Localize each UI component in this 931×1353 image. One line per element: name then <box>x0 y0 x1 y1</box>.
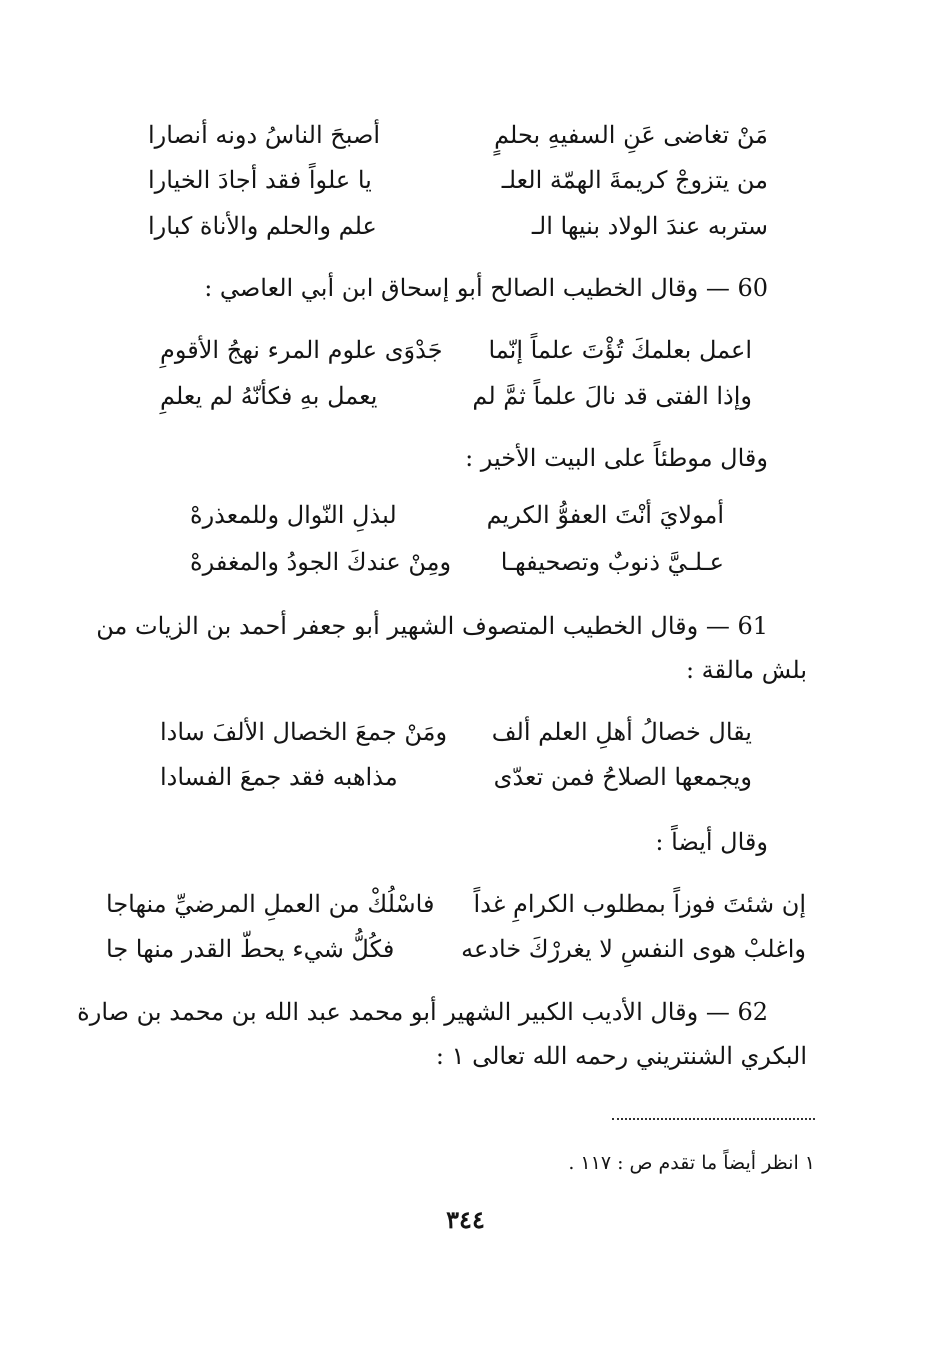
verse-first-hemistich: واغلبْ هوى النفسِ لا يغررْكَ خادعه <box>461 935 806 963</box>
section-intro-60: 60 — وقال الخطيب الصالح أبو إسحاق ابن أبي العاصي : <box>204 274 768 302</box>
verse-second-hemistich: أصبحَ الناسُ دونه أنصارا <box>148 121 381 149</box>
footnote: ١ انظر أيضاً ما تقدم ص : ١١٧ . <box>568 1152 815 1174</box>
verse <box>160 376 752 416</box>
verse-second-hemistich: ومِنْ عندكَ الجودُ والمغفرهْ <box>190 548 452 576</box>
verse <box>148 160 768 200</box>
verse <box>160 757 752 797</box>
verse-first-hemistich: ستربه عندَ الولاد بنيها الـ <box>531 212 768 240</box>
verse-second-hemistich: مذاهبه فقد جمعَ الفسادا <box>160 763 398 791</box>
verse-first-hemistich: عـلـيَّ ذنوبٌ وتصحيفهـا <box>500 548 724 576</box>
verse <box>190 542 724 582</box>
verse-second-hemistich: يعمل بهِ فكأنّهُ لم يعلمِ <box>160 382 378 410</box>
verse-second-hemistich: فاسْلُكْ من العملِ المرضيِّ منهاجا <box>106 890 435 918</box>
verse <box>160 712 752 752</box>
verse-first-hemistich: أمولايَ أنْتَ العفوُّ الكريم <box>486 501 724 529</box>
verse-first-hemistich: ويجمعها الصلاحُ فمن تعدّى <box>493 763 752 791</box>
verse <box>160 330 752 370</box>
verse-second-hemistich: جَدْوَى علوم المرء نهجُ الأقومِ <box>160 336 443 364</box>
verse-first-hemistich: من يتزوجْ كريمةَ الهمّة العلـ <box>501 166 768 194</box>
footnote-separator <box>612 1118 815 1120</box>
verse <box>148 115 768 155</box>
verse <box>106 884 806 924</box>
verse-first-hemistich: اعمل بعلمكَ تُؤْتَ علماً إنّما <box>488 336 752 364</box>
section-intro-62-continued: البكري الشنتريني رحمه الله تعالى ١ : <box>435 1042 807 1070</box>
verse-first-hemistich: وإذا الفتى قد نالَ علماً ثمَّ لم <box>472 382 752 410</box>
verse-second-hemistich: يا علواً فقد أجادَ الخيارا <box>148 166 372 194</box>
section-intro: وقال موطئاً على البيت الأخير : <box>465 444 768 472</box>
verse-first-hemistich: يقال خصالُ أهلِ العلم ألف <box>491 718 752 746</box>
verse <box>106 929 806 969</box>
verse-second-hemistich: علم والحلم والأناة كبارا <box>148 212 377 240</box>
section-intro-61: 61 — وقال الخطيب المتصوف الشهير أبو جعفر أحمد بن الزيات من <box>96 612 768 640</box>
verse-first-hemistich: مَنْ تغاضى عَنِ السفيهِ بحلمٍ <box>494 121 768 149</box>
page-number: ٣٤٤ <box>446 1205 485 1234</box>
verse <box>148 206 768 246</box>
section-intro-61-continued: بلش مالقة : <box>685 656 807 684</box>
verse-second-hemistich: فكُلُّ شيء يحطّ القدر منها جا <box>106 935 395 963</box>
verse-first-hemistich: إن شئتَ فوزاً بمطلوب الكرامِ غداً <box>473 890 806 918</box>
section-intro: وقال أيضاً : <box>655 828 768 856</box>
section-intro-62: 62 — وقال الأديب الكبير الشهير أبو محمد عبد الله بن محمد بن صارة <box>77 998 768 1026</box>
verse-second-hemistich: لبذلِ النّوال وللمعذرهْ <box>190 501 397 529</box>
verse <box>190 495 724 535</box>
verse-second-hemistich: ومَنْ جمعَ الخصال الألفَ سادا <box>160 718 448 746</box>
